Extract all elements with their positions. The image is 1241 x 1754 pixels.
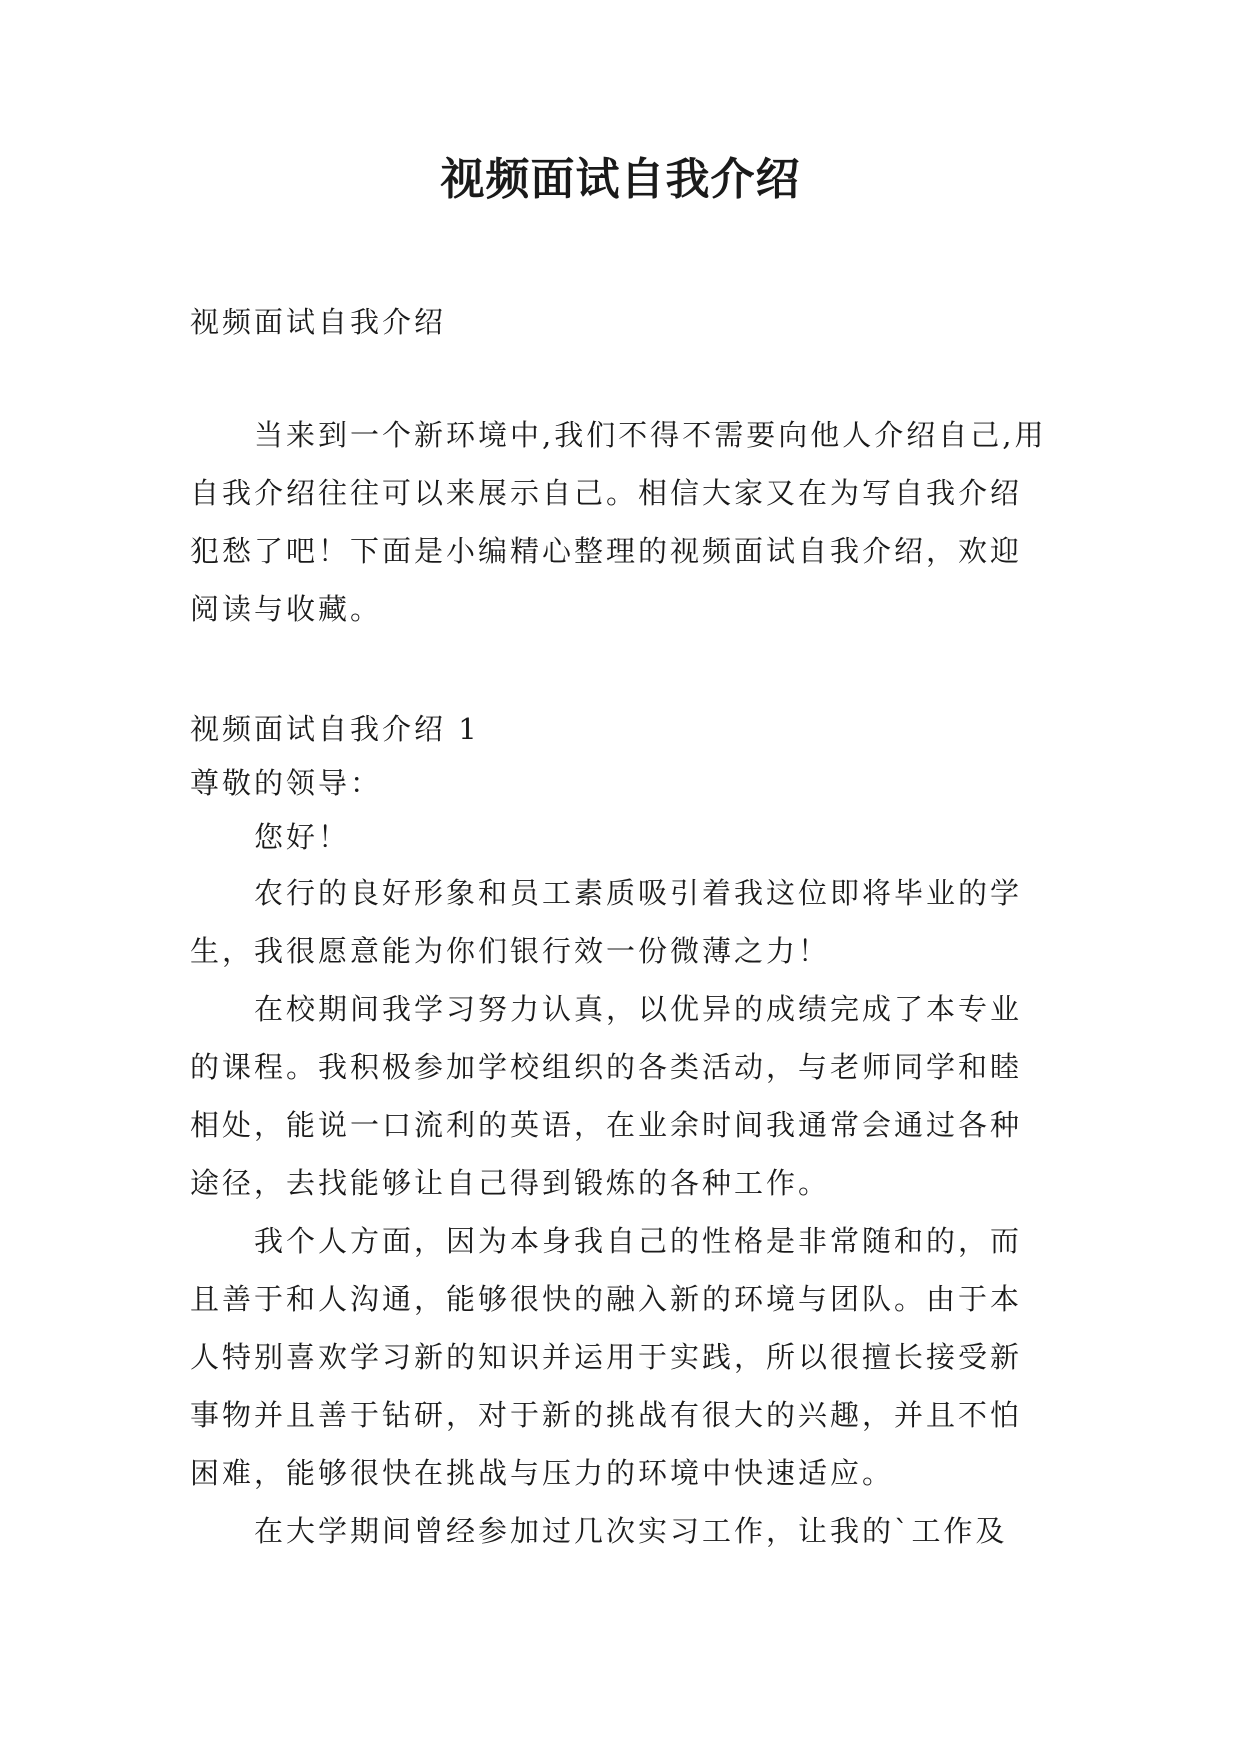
intro-paragraph bbox=[190, 406, 1050, 638]
greeting: 您好！ bbox=[254, 820, 351, 854]
salutation: 尊敬的领导： bbox=[190, 766, 383, 800]
document-title: 视频面试自我介绍 bbox=[440, 154, 801, 205]
body-paragraph-1: 农行的良好形象和员工素质吸引着我这位即将毕业的学生，我很愿意能为你们银行效一份微薄之力！ bbox=[190, 876, 1023, 968]
body-paragraph-3: 我个人方面，因为本身我自己的性格是非常随和的，而且善于和人沟通，能够很快的融入新的环境与团队。由于本人特别喜欢学习新的知识并运用于实践，所以很擅长接受新事物并且善于钻研，对于新的挑战有很大的兴趣，并且不怕困难，能够很快在挑战与压力的环境中快速适应。 bbox=[190, 1224, 1023, 1490]
section-heading: 视频面试自我介绍 1 bbox=[190, 712, 480, 746]
intro-text: 当来到一个新环境中,我们不得不需要向他人介绍自己,用自我介绍往往可以来展示自己。相信大家又在为写自我介绍犯愁了吧！下面是小编精心整理的视频面试自我介绍，欢迎阅读与收藏。 bbox=[190, 418, 1047, 626]
section-1 bbox=[190, 702, 1050, 1560]
body-paragraph-4: 在大学期间曾经参加过几次实习工作，让我的`工作及 bbox=[254, 1514, 1008, 1548]
document-subheading: 视频面试自我介绍 bbox=[190, 305, 447, 339]
body-paragraph-2: 在校期间我学习努力认真，以优异的成绩完成了本专业的课程。我积极参加学校组织的各类活动，与老师同学和睦相处，能说一口流利的英语，在业余时间我通常会通过各种途径，去找能够让自己得到锻炼的各种工作。 bbox=[190, 992, 1023, 1200]
